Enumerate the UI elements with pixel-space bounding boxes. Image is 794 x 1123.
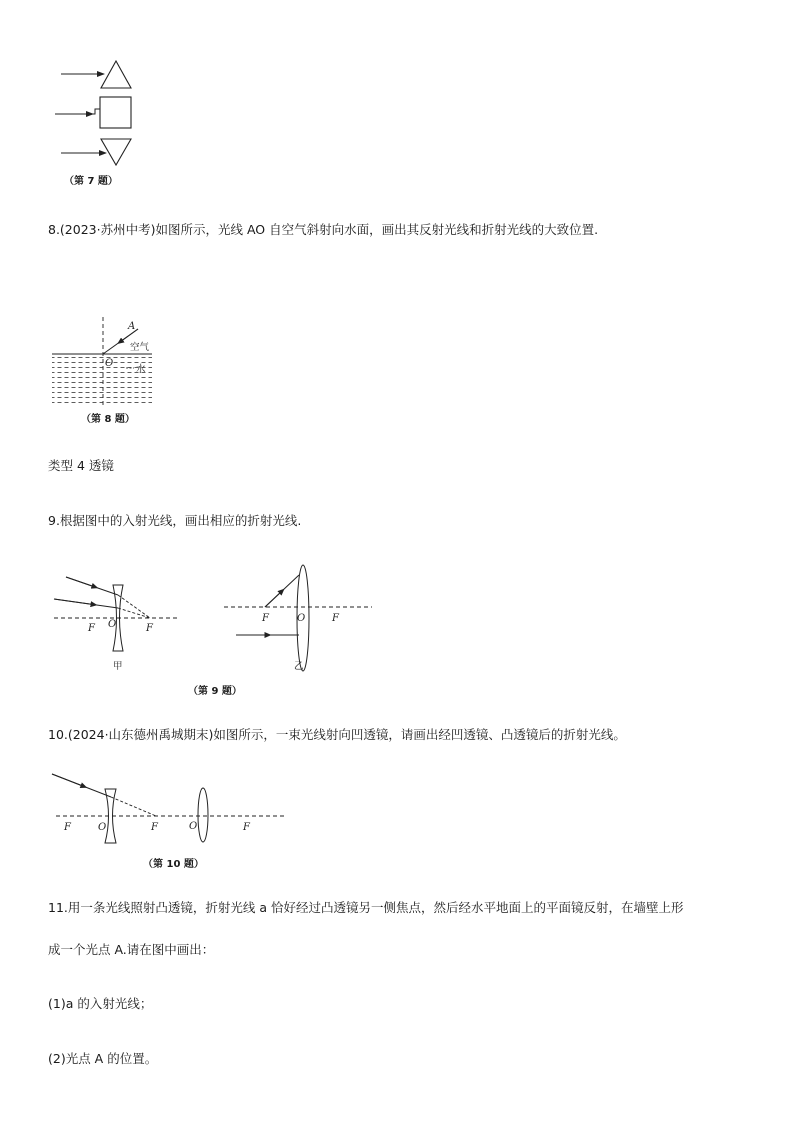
label-O: O	[105, 358, 114, 369]
question-11-sub1: (1)a 的入射光线；	[48, 996, 153, 1011]
label-A: A	[128, 321, 136, 332]
label-jia: 甲	[113, 661, 123, 672]
figure-8-caption: （第 8 题）	[81, 414, 135, 425]
convex-lens-q10	[198, 788, 208, 842]
label-F-1-q10: F	[64, 822, 71, 833]
section-heading: 类型 4 透镜	[48, 458, 114, 473]
question-9-text: 9.根据图中的入射光线，画出相应的折射光线.	[48, 513, 302, 528]
triangle-prism-down	[101, 139, 131, 165]
question-11-line1: 11.用一条光线照射凸透镜，折射光线 a 恰好经过凸透镜另一侧焦点，然后经水平地面上的平面镜反射，在墙壁上形	[48, 900, 684, 915]
label-air: 空气	[130, 342, 150, 353]
extension-q10	[111, 797, 156, 816]
figure-8-diagram	[50, 315, 160, 410]
figure-9-diagram	[50, 563, 380, 698]
label-water: 水	[136, 364, 146, 375]
ray-yi-1-arrow	[265, 591, 282, 607]
question-11-sub2: (2)光点 A 的位置。	[48, 1051, 158, 1066]
triangle-prism-up	[101, 61, 131, 88]
water-region	[52, 354, 152, 405]
rect-glass-block	[100, 97, 131, 128]
figure-9-caption: （第 9 题）	[188, 686, 242, 697]
ray-jia-1-arrow	[66, 577, 95, 587]
label-O-jia: O	[108, 619, 117, 630]
figure-7-caption: （第 7 题）	[64, 176, 118, 187]
label-O-yi: O	[297, 613, 306, 624]
ray-jia-2-arrow	[54, 599, 94, 605]
label-F-right-jia: F	[146, 623, 153, 634]
question-8-text: 8.(2023·苏州中考)如图所示，光线 AO 自空气斜射向水面，画出其反射光线和折射光线的大致位置.	[48, 222, 599, 237]
ray-middle-notch	[93, 109, 100, 114]
label-F-left-yi: F	[262, 613, 269, 624]
label-F-left-jia: F	[88, 623, 95, 634]
label-F-3-q10: F	[243, 822, 250, 833]
label-O-1-q10: O	[98, 822, 107, 833]
label-O-2-q10: O	[189, 821, 198, 832]
ray-jia-dashed-2	[118, 608, 150, 618]
label-F-2-q10: F	[151, 822, 158, 833]
question-10-text: 10.(2024·山东德州禹城期末)如图所示，一束光线射向凹透镜，请画出经凹透镜、凸透镜后的折射光线。	[48, 727, 626, 742]
figure-7-diagram	[55, 55, 145, 170]
incident-ray-q10-arrow	[52, 774, 84, 787]
label-F-right-yi: F	[332, 613, 339, 624]
ray-jia-dashed	[118, 595, 150, 618]
label-yi: 乙	[294, 661, 304, 672]
question-11-line2: 成一个光点 A.请在图中画出：	[48, 942, 215, 957]
figure-10-diagram	[50, 765, 290, 845]
figure-10-caption: （第 10 题）	[143, 859, 204, 870]
